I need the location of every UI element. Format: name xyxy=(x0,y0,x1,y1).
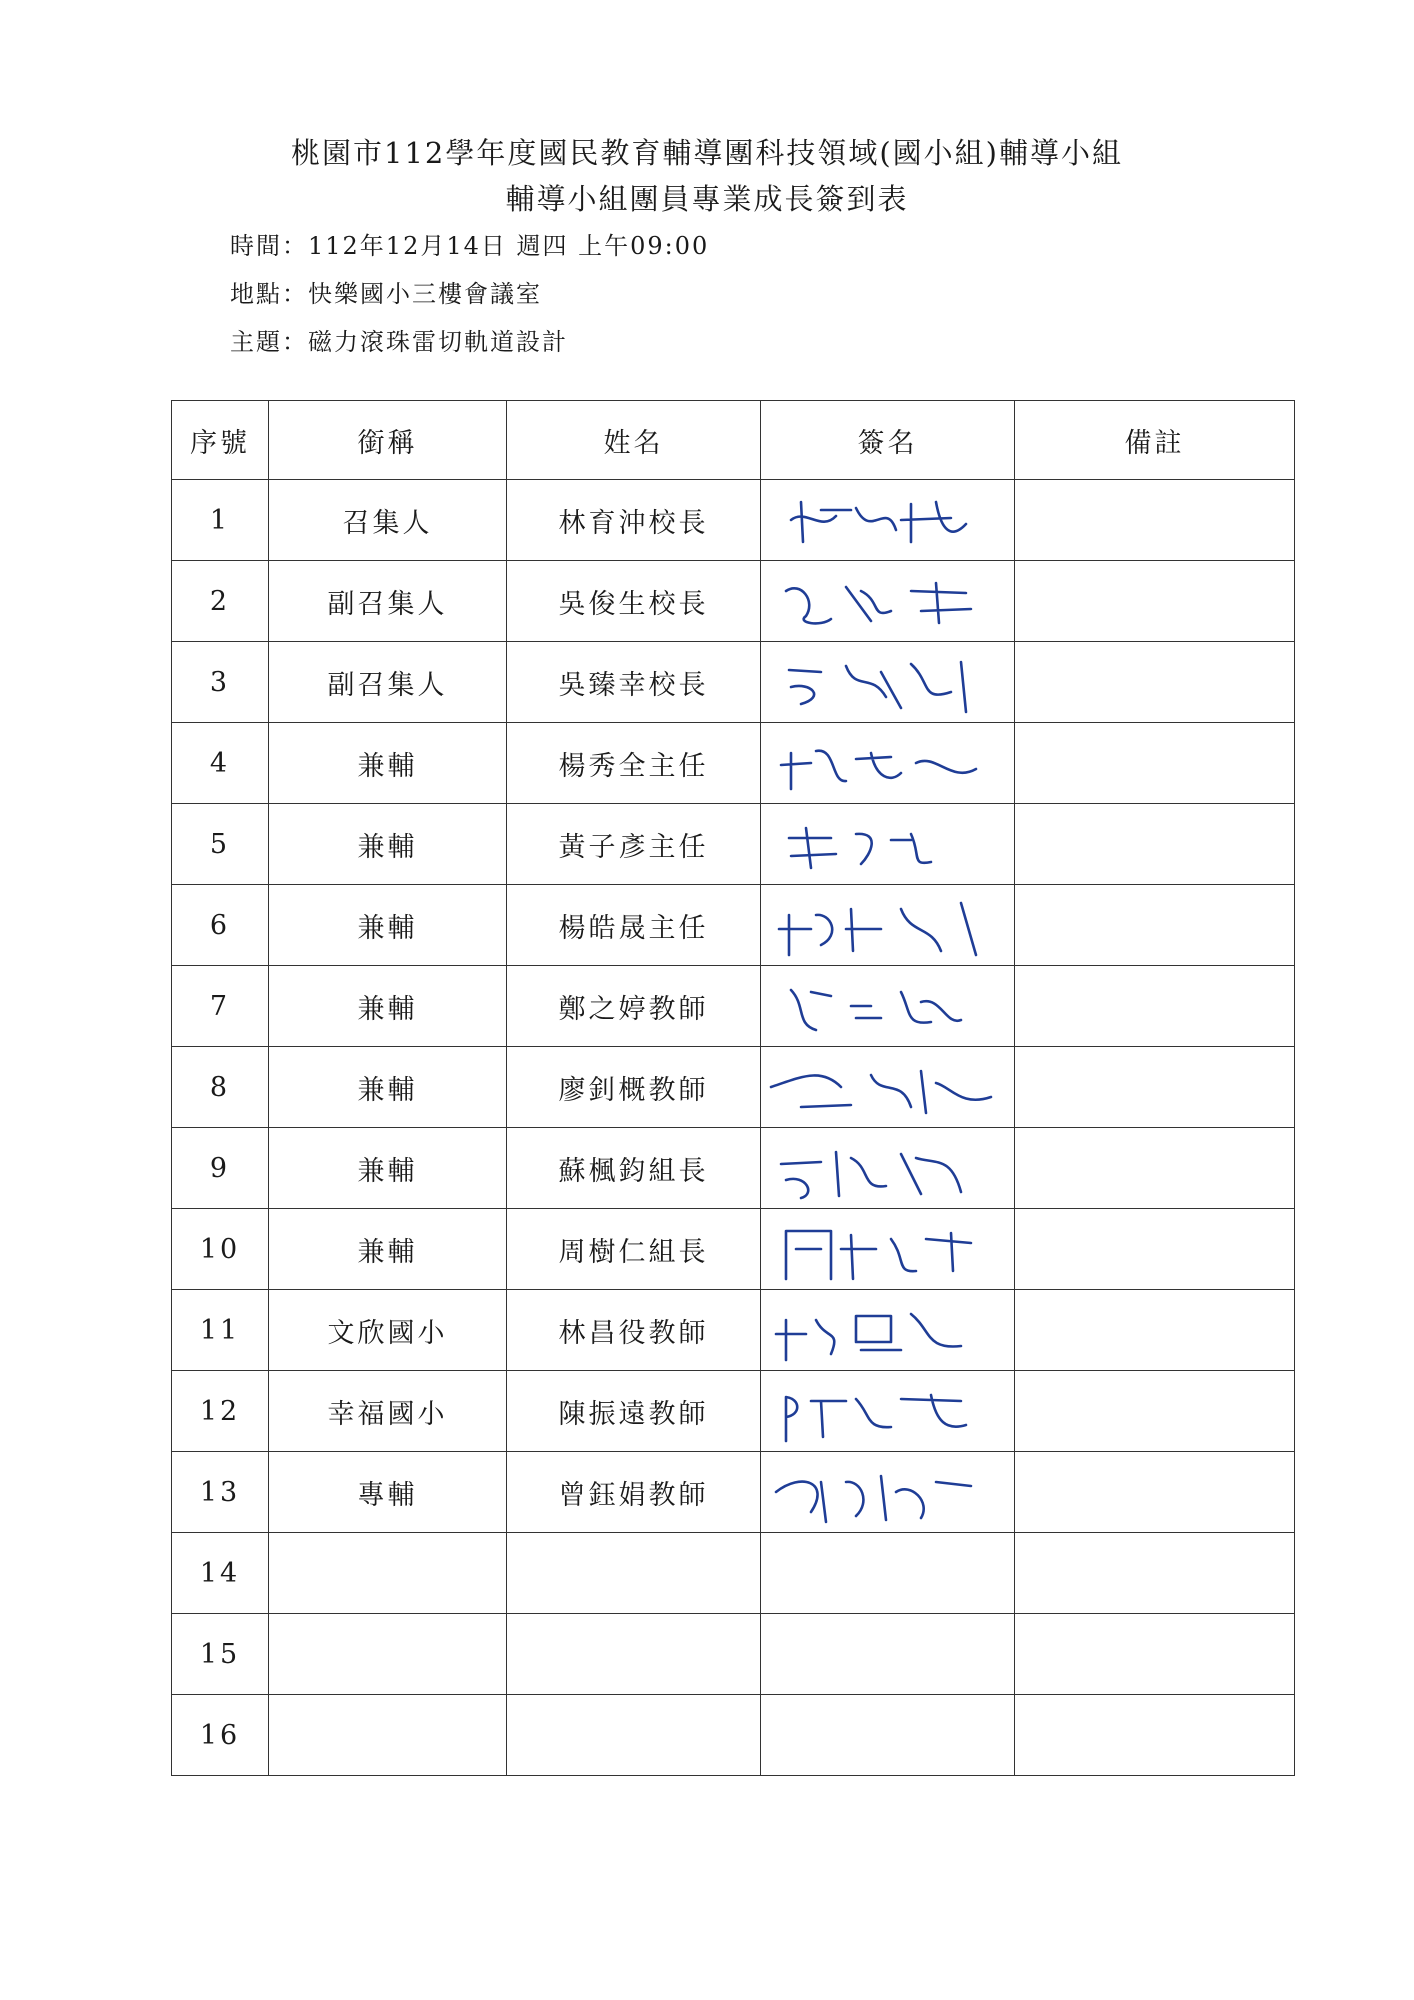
handwritten-signature xyxy=(761,1290,1015,1370)
signature-stroke xyxy=(789,662,966,712)
table-body xyxy=(172,480,1295,1776)
row-signature xyxy=(761,1047,1015,1128)
signature-stroke xyxy=(786,1231,971,1279)
row-signature xyxy=(761,885,1015,966)
handwritten-signature xyxy=(761,885,1015,965)
row-title xyxy=(269,1695,507,1776)
row-remarks xyxy=(1015,1128,1295,1209)
table-row xyxy=(172,1209,1295,1290)
table-row xyxy=(172,1047,1295,1128)
row-signature xyxy=(761,723,1015,804)
table-row xyxy=(172,1614,1295,1695)
row-serial: 4 xyxy=(172,723,269,804)
row-remarks xyxy=(1015,723,1295,804)
handwritten-signature xyxy=(761,1452,1015,1532)
row-serial: 11 xyxy=(172,1290,269,1371)
row-title: 兼輔 xyxy=(269,966,507,1047)
row-title: 兼輔 xyxy=(269,885,507,966)
signature-stroke xyxy=(776,1314,961,1360)
row-title xyxy=(269,1614,507,1695)
row-name xyxy=(507,1614,761,1695)
row-serial: 3 xyxy=(172,642,269,723)
row-serial: 9 xyxy=(172,1128,269,1209)
table-row xyxy=(172,1695,1295,1776)
handwritten-signature xyxy=(761,1209,1015,1289)
row-signature xyxy=(761,1128,1015,1209)
document-subtitle: 輔導小組團員專業成長簽到表 xyxy=(505,182,909,216)
table-row xyxy=(172,1452,1295,1533)
header-remarks: 備註 xyxy=(1015,401,1295,480)
header-serial: 序號 xyxy=(172,401,269,480)
row-name: 楊皓晟主任 xyxy=(507,885,761,966)
row-name: 周樹仁組長 xyxy=(507,1209,761,1290)
handwritten-signature xyxy=(761,723,1015,803)
row-name: 吳俊生校長 xyxy=(507,561,761,642)
row-title: 副召集人 xyxy=(269,642,507,723)
signature-stroke xyxy=(781,1152,961,1198)
row-signature xyxy=(761,1695,1015,1776)
row-title: 兼輔 xyxy=(269,1128,507,1209)
row-signature xyxy=(761,561,1015,642)
signature-stroke xyxy=(789,828,931,868)
row-remarks xyxy=(1015,804,1295,885)
handwritten-signature xyxy=(761,804,1015,884)
row-serial: 7 xyxy=(172,966,269,1047)
row-name: 鄭之婷教師 xyxy=(507,966,761,1047)
row-signature xyxy=(761,642,1015,723)
row-serial: 5 xyxy=(172,804,269,885)
row-serial: 16 xyxy=(172,1695,269,1776)
row-serial: 2 xyxy=(172,561,269,642)
row-title: 文欣國小 xyxy=(269,1290,507,1371)
row-name: 蘇楓鈞組長 xyxy=(507,1128,761,1209)
handwritten-signature xyxy=(761,1371,1015,1451)
row-title: 召集人 xyxy=(269,480,507,561)
row-title: 兼輔 xyxy=(269,1047,507,1128)
header-title: 銜稱 xyxy=(269,401,507,480)
table-row xyxy=(172,804,1295,885)
handwritten-signature xyxy=(761,1047,1015,1127)
row-name xyxy=(507,1695,761,1776)
row-remarks xyxy=(1015,1047,1295,1128)
row-signature xyxy=(761,1614,1015,1695)
table-row xyxy=(172,1533,1295,1614)
row-remarks xyxy=(1015,1695,1295,1776)
meeting-topic: 主題：磁力滾珠雷切軌道設計 xyxy=(230,328,568,356)
row-title: 兼輔 xyxy=(269,804,507,885)
row-signature xyxy=(761,1371,1015,1452)
row-title: 兼輔 xyxy=(269,1209,507,1290)
row-serial: 1 xyxy=(172,480,269,561)
row-signature xyxy=(761,804,1015,885)
handwritten-signature xyxy=(761,561,1015,641)
row-remarks xyxy=(1015,642,1295,723)
handwritten-signature xyxy=(761,642,1015,722)
signature-stroke xyxy=(781,751,976,789)
row-title: 專輔 xyxy=(269,1452,507,1533)
table-row xyxy=(172,1290,1295,1371)
signature-stroke xyxy=(786,583,971,623)
table-row xyxy=(172,480,1295,561)
row-serial: 8 xyxy=(172,1047,269,1128)
meeting-time: 時間：112年12月14日 週四 上午09:00 xyxy=(230,232,710,260)
table-row xyxy=(172,966,1295,1047)
row-remarks xyxy=(1015,1614,1295,1695)
row-serial: 13 xyxy=(172,1452,269,1533)
meeting-location: 地點：快樂國小三樓會議室 xyxy=(230,280,542,308)
attendance-table xyxy=(171,400,1295,1776)
row-title xyxy=(269,1533,507,1614)
row-remarks xyxy=(1015,1209,1295,1290)
row-signature xyxy=(761,480,1015,561)
row-title: 兼輔 xyxy=(269,723,507,804)
row-serial: 14 xyxy=(172,1533,269,1614)
row-signature xyxy=(761,1452,1015,1533)
table-row xyxy=(172,723,1295,804)
table-row xyxy=(172,642,1295,723)
signature-stroke xyxy=(779,903,976,955)
handwritten-signature xyxy=(761,480,1015,560)
table-row xyxy=(172,1128,1295,1209)
row-name xyxy=(507,1533,761,1614)
signature-stroke xyxy=(791,502,966,542)
signature-stroke xyxy=(771,1071,991,1113)
row-remarks xyxy=(1015,480,1295,561)
row-name: 曾鈺娟教師 xyxy=(507,1452,761,1533)
row-serial: 12 xyxy=(172,1371,269,1452)
row-serial: 10 xyxy=(172,1209,269,1290)
handwritten-signature xyxy=(761,1128,1015,1208)
row-title: 副召集人 xyxy=(269,561,507,642)
row-name: 林育沖校長 xyxy=(507,480,761,561)
row-remarks xyxy=(1015,1371,1295,1452)
row-remarks xyxy=(1015,966,1295,1047)
table-header-row xyxy=(172,401,1295,480)
row-name: 廖釗概教師 xyxy=(507,1047,761,1128)
header-signature: 簽名 xyxy=(761,401,1015,480)
row-name: 吳臻幸校長 xyxy=(507,642,761,723)
row-signature xyxy=(761,1533,1015,1614)
document-title: 桃園市112學年度國民教育輔導團科技領域(國小組)輔導小組 xyxy=(291,136,1123,170)
row-signature xyxy=(761,1209,1015,1290)
row-name: 黃子彥主任 xyxy=(507,804,761,885)
signature-stroke xyxy=(776,1476,971,1522)
table-row xyxy=(172,561,1295,642)
row-serial: 6 xyxy=(172,885,269,966)
row-name: 林昌役教師 xyxy=(507,1290,761,1371)
row-remarks xyxy=(1015,1452,1295,1533)
handwritten-signature xyxy=(761,966,1015,1046)
row-title: 幸福國小 xyxy=(269,1371,507,1452)
row-remarks xyxy=(1015,885,1295,966)
header-name: 姓名 xyxy=(507,401,761,480)
signature-stroke xyxy=(786,1395,966,1441)
row-signature xyxy=(761,966,1015,1047)
row-signature xyxy=(761,1290,1015,1371)
table-row xyxy=(172,1371,1295,1452)
row-remarks xyxy=(1015,1533,1295,1614)
row-serial: 15 xyxy=(172,1614,269,1695)
row-remarks xyxy=(1015,1290,1295,1371)
row-remarks xyxy=(1015,561,1295,642)
row-name: 陳振遠教師 xyxy=(507,1371,761,1452)
signature-stroke xyxy=(791,990,961,1030)
table-row xyxy=(172,885,1295,966)
row-name: 楊秀全主任 xyxy=(507,723,761,804)
